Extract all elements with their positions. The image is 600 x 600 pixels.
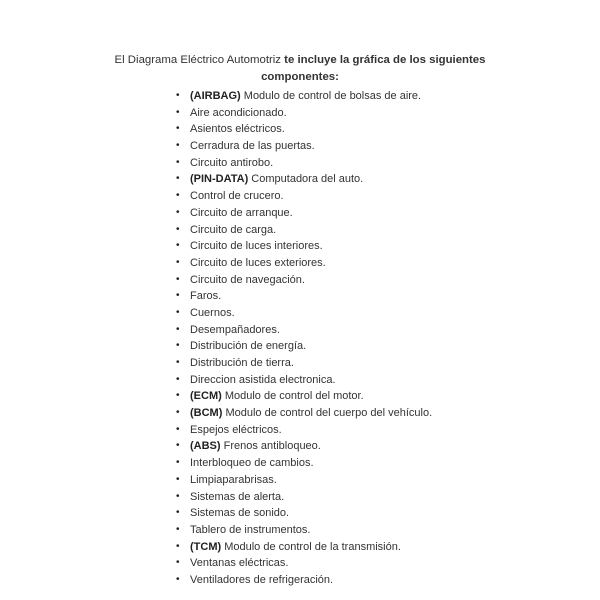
component-name: Distribución de tierra. — [190, 357, 294, 369]
component-name: Distribución de energía. — [190, 340, 307, 353]
bullet-icon: • — [176, 140, 180, 152]
component-name: Aire acondicionado. — [190, 106, 287, 119]
component-name: Cerradura de las puertas. — [190, 140, 315, 153]
bullet-icon: • — [176, 240, 180, 252]
component-name: Limpiaparabrisas. — [190, 473, 277, 486]
component-name: Control de crucero. — [190, 190, 284, 203]
list-item — [176, 222, 432, 239]
component-name: Circuito de luces exteriores. — [190, 256, 326, 269]
component-name: Ventanas eléctricas. — [190, 557, 289, 570]
list-item — [176, 455, 432, 472]
component-code: (ECM) — [190, 390, 222, 403]
intro-text-bold: te incluye la gráfica de los siguientes componentes: — [261, 54, 486, 84]
bullet-icon: • — [176, 323, 180, 335]
component-name: Circuito de luces interiores. — [190, 240, 323, 253]
list-item — [176, 121, 432, 138]
component-code: (PIN-DATA) — [190, 173, 249, 186]
bullet-icon: • — [176, 390, 180, 402]
bullet-icon: • — [176, 173, 180, 185]
bullet-icon: • — [176, 190, 180, 202]
list-item — [176, 305, 432, 322]
list-item — [176, 489, 432, 506]
component-code: (ABS) — [190, 440, 221, 453]
component-name: Circuito antirobo. — [190, 156, 274, 169]
component-name: Asientos eléctricos. — [190, 123, 285, 136]
list-item — [176, 555, 432, 572]
bullet-icon: • — [176, 106, 180, 118]
list-item — [176, 155, 432, 172]
component-name: Computadora del auto. — [248, 173, 364, 186]
bullet-icon: • — [176, 357, 180, 368]
list-item — [176, 138, 432, 155]
bullet-icon: • — [176, 156, 180, 168]
list-item — [176, 438, 432, 455]
bullet-icon: • — [176, 273, 180, 285]
bullet-icon: • — [176, 407, 180, 419]
component-name: Modulo de control de bolsas de aire. — [240, 90, 422, 102]
list-item — [176, 338, 432, 355]
list-item — [176, 255, 432, 272]
bullet-icon: • — [176, 457, 180, 469]
list-item — [176, 539, 432, 556]
component-name: Espejos eléctricos. — [190, 423, 282, 436]
component-code: (BCM) — [190, 407, 223, 420]
list-item — [176, 188, 432, 205]
list-item — [176, 322, 432, 339]
bullet-icon: • — [176, 440, 180, 452]
list-item — [176, 272, 432, 289]
list-item — [176, 355, 432, 372]
component-code: (AIRBAG) — [190, 90, 241, 102]
bullet-icon: • — [176, 557, 180, 569]
component-name: Circuito de arranque. — [190, 206, 293, 219]
bullet-icon: • — [176, 423, 180, 435]
bullet-icon: • — [176, 540, 180, 552]
bullet-icon: • — [176, 523, 180, 535]
bullet-icon: • — [176, 90, 180, 101]
list-item — [176, 88, 432, 105]
list-item — [176, 472, 432, 489]
list-item — [176, 238, 432, 255]
list-item — [176, 572, 432, 589]
component-name: Modulo de control del motor. — [221, 390, 364, 403]
component-name: Desempañadores. — [190, 323, 280, 336]
component-name: Cuernos. — [190, 306, 235, 319]
bullet-icon: • — [176, 340, 180, 352]
list-item — [176, 422, 432, 439]
bullet-icon: • — [176, 256, 180, 268]
component-name: Ventiladores de refrigeración. — [190, 573, 334, 586]
intro-text: El Diagrama Eléctrico Automotriz — [114, 54, 285, 67]
list-item — [176, 288, 432, 305]
component-name: Modulo de control del cuerpo del vehículo. — [222, 407, 433, 420]
bullet-icon: • — [176, 123, 180, 135]
bullet-icon: • — [176, 507, 180, 519]
bullet-icon: • — [176, 490, 180, 502]
bullet-icon: • — [176, 306, 180, 318]
component-name: Sistemas de sonido. — [190, 507, 290, 520]
list-item — [176, 372, 432, 389]
bullet-icon: • — [176, 223, 180, 235]
component-code: (TCM) — [190, 540, 222, 553]
component-name: Sistemas de alerta. — [190, 490, 285, 503]
bullet-icon: • — [176, 373, 180, 385]
component-name: Modulo de control de la transmisión. — [221, 540, 401, 553]
list-item — [176, 205, 432, 222]
bullet-icon: • — [176, 573, 180, 585]
component-name: Faros. — [190, 290, 222, 303]
component-name: Direccion asistida electronica. — [190, 373, 336, 386]
list-item — [176, 105, 432, 122]
component-list — [176, 88, 433, 589]
bullet-icon: • — [176, 473, 180, 485]
list-item — [176, 522, 432, 539]
list-item — [176, 388, 432, 405]
component-name: Circuito de navegación. — [190, 273, 305, 286]
intro-paragraph — [100, 52, 500, 86]
list-item — [176, 171, 432, 188]
list-item — [176, 505, 432, 522]
component-name: Circuito de carga. — [190, 223, 277, 236]
component-name: Frenos antibloqueo. — [220, 440, 321, 453]
component-name: Tablero de instrumentos. — [190, 523, 311, 536]
component-name: Interbloqueo de cambios. — [190, 457, 314, 470]
bullet-icon: • — [176, 206, 180, 218]
bullet-icon: • — [176, 290, 180, 302]
list-item — [176, 405, 433, 422]
